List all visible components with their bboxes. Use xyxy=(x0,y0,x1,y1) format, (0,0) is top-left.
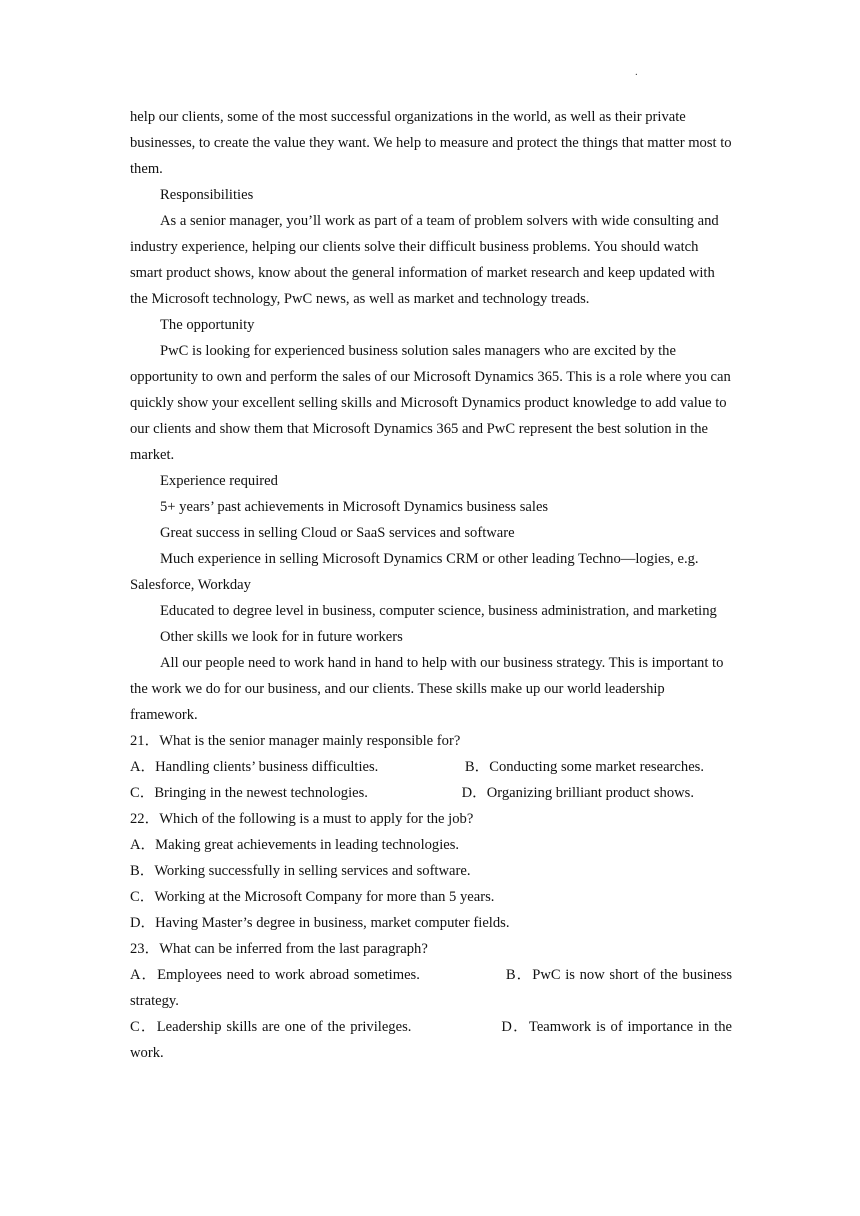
experience-heading: Experience required xyxy=(160,473,278,489)
opportunity-body: PwC is looking for experienced business solution sales managers who are excited by the opportunity to own and perform the sales of our Microsoft Dynamics 365. This is a role where you can quickly show your excellent selling skills and Microsoft Dynamics product knowledge to add value to our clients and show them that Microsoft Dynamics 365 and PwC represent the best solution in the market. xyxy=(130,343,731,463)
other-skills-heading: Other skills we look for in future workers xyxy=(160,629,403,645)
option-a: A．Employees need to work abroad sometimes. xyxy=(130,967,420,983)
option-c: C．Leadership skills are one of the privileges. xyxy=(130,1019,412,1035)
experience-item: Educated to degree level in business, computer science, business administration, and marketing xyxy=(160,603,717,619)
option-row xyxy=(130,1014,732,1066)
question-stem: 23．What can be inferred from the last paragraph? xyxy=(130,941,428,957)
option-b: B．Conducting some market researches. xyxy=(464,759,704,775)
question-stem: 21．What is the senior manager mainly responsible for? xyxy=(130,733,461,749)
experience-item: Much experience in selling Microsoft Dynamics CRM or other leading Techno—logies, e.g. Salesforce, Workday xyxy=(130,551,699,593)
opportunity-heading: The opportunity xyxy=(160,317,255,333)
document-body xyxy=(130,104,732,1066)
responsibilities-body: As a senior manager, you’ll work as part of a team of problem solvers with wide consulting and industry experience, helping our clients solve their difficult business problems. You should watch smart product shows, know about the general information of market research and keep updated with the Microsoft technology, PwC news, as well as market and technology treads. xyxy=(130,213,719,307)
option-a: A．Handling clients’ business difficulties. xyxy=(130,759,379,775)
option-row xyxy=(130,754,732,780)
option-row xyxy=(130,962,732,1014)
option-d: D．Organizing brilliant product shows. xyxy=(461,785,694,801)
option-c: C．Working at the Microsoft Company for more than 5 years. xyxy=(130,889,495,905)
option-a: A．Making great achievements in leading technologies. xyxy=(130,837,460,853)
passage-intro: help our clients, some of the most successful organizations in the world, as well as their private businesses, to create the value they want. We help to measure and protect the things that matter most to them. xyxy=(130,109,732,177)
experience-item: Great success in selling Cloud or SaaS services and software xyxy=(160,525,515,541)
option-row xyxy=(130,780,732,806)
option-b: B．PwC is now short of the business strategy. xyxy=(130,967,732,1009)
header-mark: . xyxy=(635,66,638,78)
option-d: D．Teamwork is of importance in the work. xyxy=(130,1019,732,1061)
option-c: C．Bringing in the newest technologies. xyxy=(130,785,368,801)
other-skills-body: All our people need to work hand in hand to help with our business strategy. This is important to the work we do for our business, and our clients. These skills make up our world leadership framework. xyxy=(130,655,724,723)
question-stem: 22．Which of the following is a must to apply for the job? xyxy=(130,811,474,827)
experience-item: 5+ years’ past achievements in Microsoft Dynamics business sales xyxy=(160,499,549,515)
responsibilities-heading: Responsibilities xyxy=(160,187,254,203)
option-d: D．Having Master’s degree in business, market computer fields. xyxy=(130,915,510,931)
option-b: B．Working successfully in selling services and software. xyxy=(130,863,471,879)
